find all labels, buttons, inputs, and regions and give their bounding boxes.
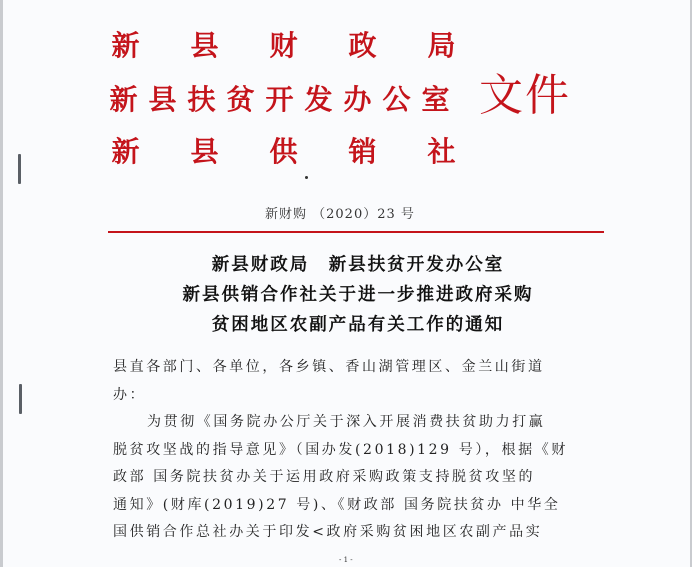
issuer-char: 县 — [190, 135, 219, 168]
issuer-char: 政 — [348, 29, 377, 62]
title-line: 新县财政局 新县扶贫开发办公室 — [211, 255, 505, 275]
scan-speck — [305, 176, 308, 179]
document-title — [113, 254, 603, 336]
issuer-supply-cooperative — [108, 136, 459, 168]
issuer-char: 开 — [265, 83, 294, 116]
issuer-char: 社 — [427, 135, 456, 168]
binding-mark-bottom — [19, 384, 22, 414]
issuer-char: 财 — [269, 29, 298, 62]
issuer-char: 供 — [269, 135, 298, 168]
issuer-char: 局 — [427, 29, 456, 62]
document-page — [3, 0, 690, 567]
issuer-char: 新 — [109, 83, 138, 116]
issuer-char: 室 — [421, 83, 450, 116]
issuer-char: 县 — [190, 29, 219, 62]
issuer-char: 发 — [304, 83, 333, 116]
paragraph-line: 脱贫攻坚战的指导意见》（国办发(2018)129 号），根据《财 — [113, 441, 568, 458]
issuer-char: 扶 — [187, 83, 216, 116]
paragraph-line: 政部 国务院扶贫办关于运用政府采购政策支持脱贫攻坚的 — [113, 469, 536, 485]
paragraph-line: 为贯彻《国务院办公厅关于深入开展消费扶贫助力打赢 — [147, 414, 546, 430]
page-number: - 1 - — [339, 556, 353, 564]
document-label: 文件 — [479, 70, 571, 121]
binding-mark-top — [18, 154, 21, 184]
red-separator-line — [108, 231, 604, 233]
document-body — [113, 356, 603, 544]
title-line: 贫困地区农副产品有关工作的通知 — [211, 315, 505, 335]
issuer-char: 公 — [382, 83, 411, 116]
issuer-char: 办 — [343, 83, 372, 116]
salutation-line: 县直各部门、各单位，各乡镇、香山湖管理区、金兰山街道 — [113, 359, 545, 375]
document-number: 新财购 （2020）23 号 — [265, 207, 415, 222]
salutation-line: 办： — [113, 386, 147, 403]
issuer-char: 新 — [111, 29, 140, 62]
issuer-poverty-office — [108, 84, 459, 116]
issuer-char: 贫 — [226, 83, 255, 116]
issuer-char: 县 — [148, 83, 177, 116]
paragraph-line: 国供销合作总社办关于印发<政府采购贫困地区农副产品实 — [113, 524, 543, 540]
title-line: 新县供销合作社关于进一步推进政府采购 — [182, 285, 534, 305]
issuer-char: 新 — [111, 135, 140, 168]
issuer-finance-bureau — [108, 30, 459, 62]
issuer-char: 销 — [348, 135, 377, 168]
paragraph-line: 通知》(财库(2019)27 号)、《财政部 国务院扶贫办 中华全 — [113, 496, 561, 513]
